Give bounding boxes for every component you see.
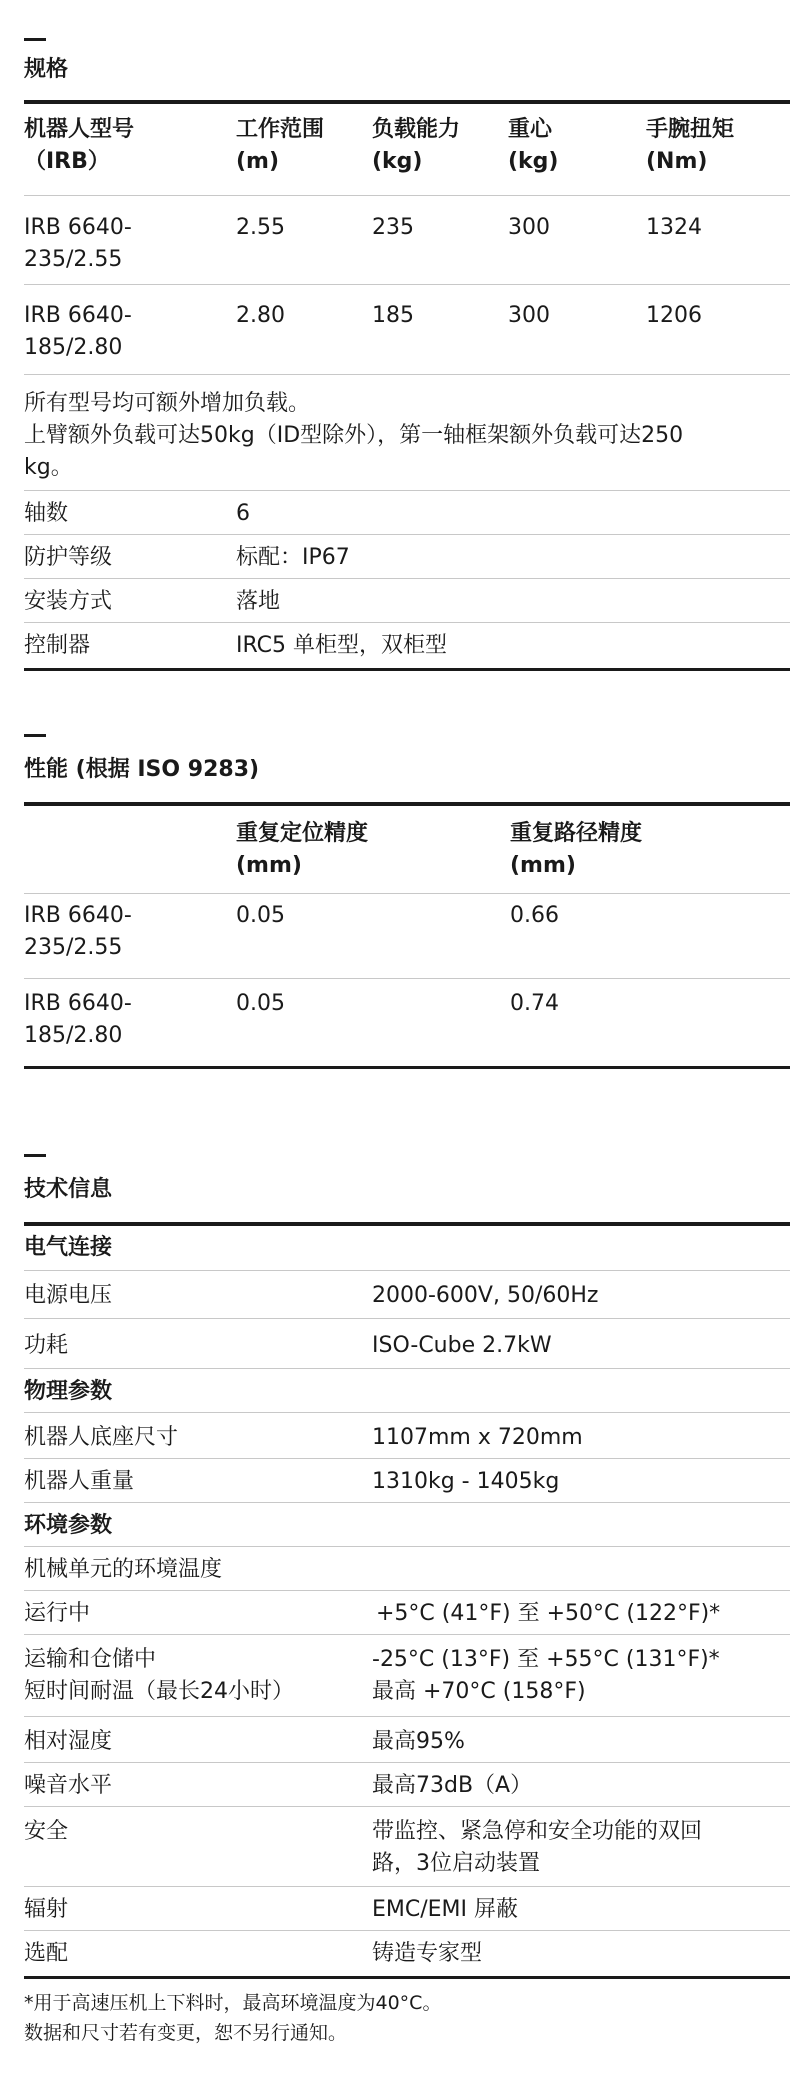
safety-value-line-1: 带监控、紧急停和安全功能的双回 [372, 1819, 703, 1844]
row-divider [24, 1270, 790, 1271]
electrical-group-title: 电气连接 [24, 1235, 113, 1260]
radiation-label: 辐射 [24, 1897, 69, 1922]
transport-label-line-1: 运输和仓储中 [24, 1647, 157, 1672]
row-divider [24, 1806, 790, 1807]
perf-row-2-path: 0.74 [510, 991, 559, 1016]
humidity-label: 相对湿度 [24, 1729, 113, 1754]
perf-header-path: 重复路径精度 (mm) [510, 821, 643, 878]
spec-axes-label: 轴数 [24, 501, 69, 526]
weight-value: 1310kg - 1405kg [372, 1469, 560, 1494]
power-label: 功耗 [24, 1333, 69, 1358]
row-divider [24, 893, 790, 894]
row-divider [24, 1930, 790, 1931]
row-divider [24, 1634, 790, 1635]
transport-value-line-2: 最高 +70°C (158°F) [372, 1679, 586, 1704]
spec-row-1-payload: 235 [372, 215, 414, 240]
spec-note-line-2: 上臂额外负载可达50kg（ID型除外），第一轴框架额外负载可达250 [24, 423, 684, 448]
table-top-rule [24, 802, 790, 806]
spec-row-1-torque: 1324 [646, 215, 702, 240]
row-divider [24, 1546, 790, 1547]
spec-row-2-cog: 300 [508, 303, 550, 328]
table-bottom-rule [24, 1066, 790, 1069]
safety-label: 安全 [24, 1819, 69, 1844]
row-divider [24, 1368, 790, 1369]
row-divider [24, 1458, 790, 1459]
safety-value-line-2: 路，3位启动装置 [372, 1851, 540, 1876]
spec-row-2-torque: 1206 [646, 303, 702, 328]
power-value: ISO-Cube 2.7kW [372, 1333, 552, 1358]
option-value: 铸造专家型 [372, 1941, 483, 1966]
spec-note-line-3: kg。 [24, 455, 73, 480]
base-size-label: 机器人底座尺寸 [24, 1425, 179, 1450]
row-divider [24, 284, 790, 285]
spec-row-1-cog: 300 [508, 215, 550, 240]
table-top-rule [24, 100, 790, 104]
section-marker [24, 38, 46, 41]
spec-row-2-model: IRB 6640- 185/2.80 [24, 303, 132, 360]
spec-row-1-reach: 2.55 [236, 215, 285, 240]
voltage-label: 电源电压 [24, 1283, 113, 1308]
base-size-value: 1107mm x 720mm [372, 1425, 583, 1450]
footnote-disclaimer: 数据和尺寸若有变更，恕不另行通知。 [24, 2022, 348, 2044]
noise-value: 最高73dB（A） [372, 1773, 533, 1798]
table-bottom-rule [24, 668, 790, 671]
footnote-temperature: *用于高速压机上下料时，最高环境温度为40°C。 [24, 1992, 442, 2014]
weight-label: 机器人重量 [24, 1469, 135, 1494]
spec-row-2-payload: 185 [372, 303, 414, 328]
perf-row-1-model: IRB 6640- 235/2.55 [24, 903, 132, 960]
spec-controller-label: 控制器 [24, 633, 91, 658]
row-divider [24, 490, 790, 491]
spec-protection-label: 防护等级 [24, 545, 113, 570]
spec-note-line-1: 所有型号均可额外增加负载。 [24, 391, 311, 416]
table-bottom-rule [24, 1976, 790, 1979]
environment-group-title: 环境参数 [24, 1513, 113, 1538]
perf-row-2-model: IRB 6640- 185/2.80 [24, 991, 132, 1048]
operating-value: +5°C (41°F) 至 +50°C (122°F)* [376, 1601, 721, 1626]
row-divider [24, 578, 790, 579]
row-divider [24, 1762, 790, 1763]
row-divider [24, 1412, 790, 1413]
spec-row-2-reach: 2.80 [236, 303, 285, 328]
transport-value-line-1: -25°C (13°F) 至 +55°C (131°F)* [372, 1647, 720, 1672]
spec-mounting-value: 落地 [236, 589, 281, 614]
row-divider [24, 195, 790, 196]
spec-header-payload: 负载能力 (kg) [372, 117, 461, 174]
spec-controller-value: IRC5 单柜型，双柜型 [236, 633, 448, 658]
specs-title: 规格 [24, 57, 69, 82]
noise-label: 噪音水平 [24, 1773, 113, 1798]
perf-row-1-position: 0.05 [236, 903, 285, 928]
spec-mounting-label: 安装方式 [24, 589, 113, 614]
section-marker [24, 734, 46, 737]
row-divider [24, 534, 790, 535]
perf-header-position: 重复定位精度 (mm) [236, 821, 369, 878]
row-divider [24, 1502, 790, 1503]
row-divider [24, 1318, 790, 1319]
physical-group-title: 物理参数 [24, 1379, 113, 1404]
row-divider [24, 1590, 790, 1591]
perf-row-2-position: 0.05 [236, 991, 285, 1016]
ambient-temp-label: 机械单元的环境温度 [24, 1557, 223, 1582]
section-marker [24, 1154, 46, 1157]
spec-header-reach: 工作范围 (m) [236, 117, 325, 174]
spec-row-1-model: IRB 6640- 235/2.55 [24, 215, 132, 272]
row-divider [24, 978, 790, 979]
row-divider [24, 1886, 790, 1887]
spec-header-torque: 手腕扭矩 (Nm) [646, 117, 735, 174]
option-label: 选配 [24, 1941, 69, 1966]
row-divider [24, 374, 790, 375]
row-divider [24, 622, 790, 623]
perf-row-1-path: 0.66 [510, 903, 559, 928]
performance-title: 性能 (根据 ISO 9283) [24, 757, 260, 782]
row-divider [24, 1716, 790, 1717]
table-top-rule [24, 1222, 790, 1226]
radiation-value: EMC/EMI 屏蔽 [372, 1897, 519, 1922]
spec-header-cog: 重心 (kg) [508, 117, 559, 174]
spec-protection-value: 标配：IP67 [236, 545, 350, 570]
operating-label: 运行中 [24, 1601, 91, 1626]
spec-header-model: 机器人型号 （IRB） [24, 117, 135, 174]
humidity-value: 最高95% [372, 1729, 465, 1754]
voltage-value: 2000-600V, 50/60Hz [372, 1283, 599, 1308]
spec-axes-value: 6 [236, 501, 250, 526]
transport-label-line-2: 短时间耐温（最长24小时） [24, 1679, 294, 1704]
tech-title: 技术信息 [24, 1177, 113, 1202]
